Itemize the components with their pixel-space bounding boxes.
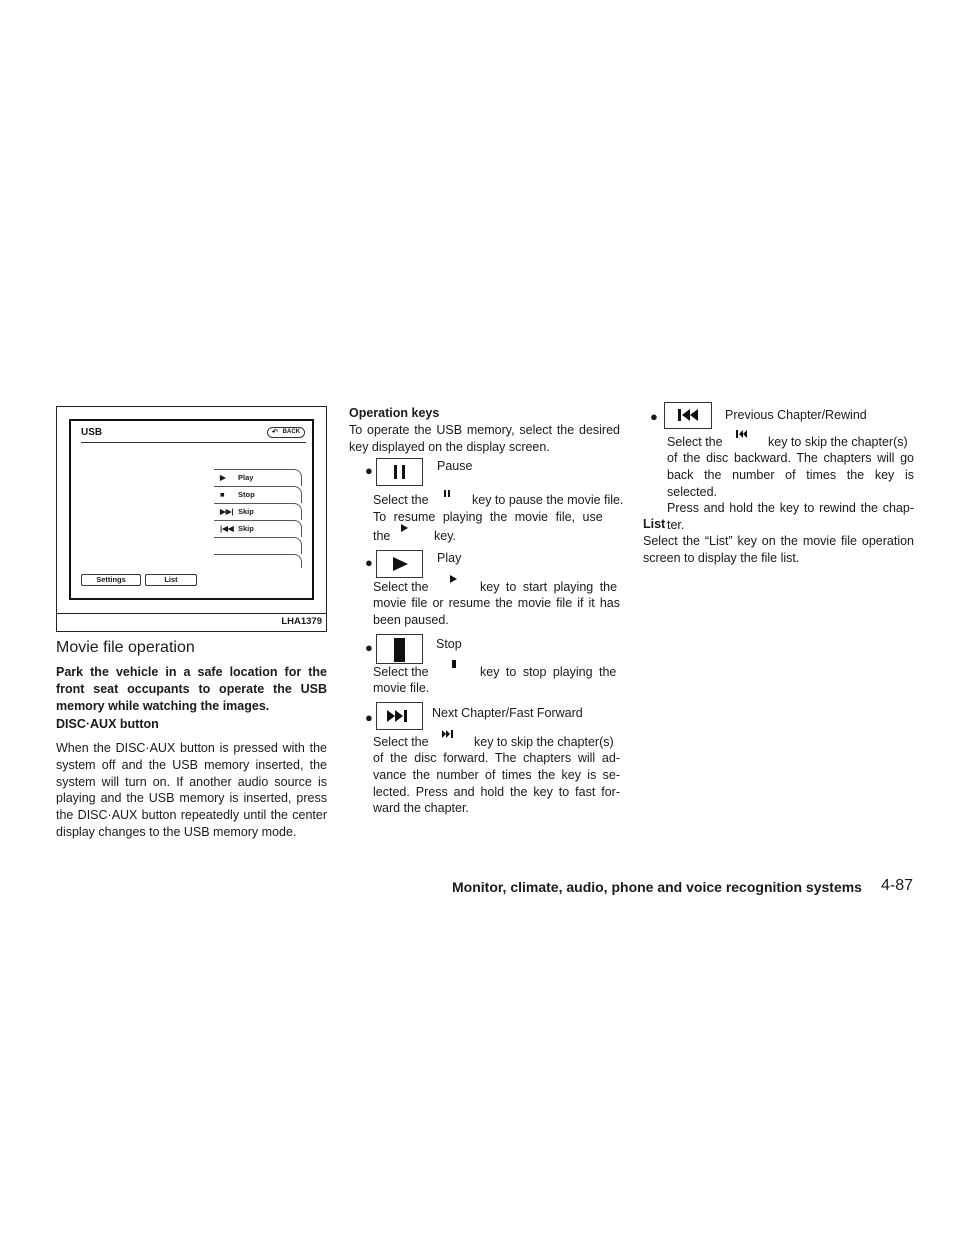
next-icon: ▶▶|: [220, 507, 234, 516]
bullet: ●: [365, 463, 373, 478]
menu-skip-prev-label: Skip: [238, 524, 254, 533]
prev-rest-line: back the number of times the key is selected.: [667, 467, 914, 499]
play-icon: [377, 551, 422, 577]
play-select-the: Select the: [373, 580, 429, 594]
next-key-box: [376, 702, 423, 730]
play-rest: movie file or resume the movie file if it has been paused.: [373, 596, 620, 627]
previous-icon: [665, 403, 711, 428]
next-rest-line: vance the number of times the key is se-: [373, 767, 620, 782]
figure-code: LHA1379: [281, 616, 322, 627]
prev-rest: [667, 450, 914, 534]
menu-empty-2: [214, 554, 302, 568]
next-desc: key to skip the chapter(s): [474, 735, 614, 749]
stop-key-box: [376, 634, 423, 664]
back-button[interactable]: [267, 427, 305, 438]
disc-aux-text: When the DISC·AUX button is pressed with the system off and the USB memory inserted, the system will turn on. If another audio source is playing and the USB memory is inserted, press the DISC·AUX button repeatedly until the center display changes to the USB memory mode.: [56, 741, 327, 839]
play-icon: ▶: [220, 473, 226, 482]
previous-small-icon: [735, 429, 749, 439]
menu-skip-prev[interactable]: [214, 520, 302, 537]
prev-key-box: [664, 402, 712, 429]
pause-small-icon: [442, 489, 452, 499]
menu-play-label: Play: [238, 473, 254, 482]
play-small-icon: [399, 523, 409, 533]
section-title: Movie file operation: [56, 639, 195, 656]
page-number: 4-87: [881, 877, 914, 894]
title-divider: [81, 442, 306, 443]
next-label: Next Chapter/Fast Forward: [432, 706, 583, 720]
menu-stop[interactable]: [214, 486, 302, 503]
prev-rest-line: ter.: [667, 518, 685, 533]
menu-stop-label: Stop: [238, 490, 255, 499]
stop-icon: [377, 635, 422, 663]
figure-code-bar: [57, 613, 326, 631]
safety-warning: Park the vehicle in a safe location for the front seat occupants to operate the USB memory while watching the images.: [56, 665, 327, 713]
back-arrow-icon: ↶: [272, 429, 278, 436]
stop-desc: key to stop playing the: [480, 665, 617, 679]
pause-key-box: [376, 458, 423, 486]
prev-select-the: Select the: [667, 435, 723, 449]
stop-small-icon: [449, 659, 459, 671]
prev-rest-line: Press and hold the key to rewind the chap-: [667, 501, 914, 516]
list-heading: List: [643, 517, 666, 531]
usb-display-screen: [69, 419, 314, 600]
next-icon: [377, 703, 422, 729]
bullet: ●: [365, 640, 373, 655]
bullet: ●: [365, 710, 373, 725]
stop-select-the: Select the: [373, 665, 429, 679]
usb-screen-figure: [56, 406, 327, 632]
next-select-the: Select the: [373, 735, 429, 749]
operation-keys-intro: To operate the USB memory, select the desired key displayed on the display screen.: [349, 423, 620, 454]
pause-label: Pause: [437, 459, 473, 473]
list-button[interactable]: List: [145, 574, 197, 586]
prev-label: Previous Chapter/Rewind: [725, 408, 867, 422]
next-small-icon: [441, 729, 455, 739]
pause-desc: key to pause the movie file.: [472, 493, 624, 507]
menu-skip-next-label: Skip: [238, 507, 254, 516]
menu-empty-1: [214, 537, 302, 554]
pause-the: the: [373, 529, 391, 543]
play-label: Play: [437, 551, 462, 565]
menu-play[interactable]: [214, 469, 302, 486]
bullet: ●: [365, 555, 373, 570]
stop-rest: movie file.: [373, 681, 430, 695]
disc-aux-heading: DISC·AUX button: [56, 717, 159, 731]
prev-desc: key to skip the chapter(s): [768, 435, 908, 449]
pause-icon: [377, 459, 422, 485]
next-rest-line: of the disc forward. The chapters will ad-: [373, 751, 620, 765]
operation-keys-heading: Operation keys: [349, 406, 440, 420]
pause-key-word: key.: [434, 529, 456, 543]
pause-select-the: Select the: [373, 493, 429, 507]
settings-button[interactable]: Settings: [81, 574, 141, 586]
pause-resume-line: To resume playing the movie file, use: [373, 510, 603, 524]
screen-title: USB: [81, 427, 103, 438]
back-button-label: BACK: [282, 429, 300, 435]
next-rest-line: ward the chapter.: [373, 801, 469, 816]
play-desc: key to start playing the: [480, 580, 618, 594]
prev-rest-line: of the disc backward. The chapters will go: [667, 451, 914, 465]
stop-label: Stop: [436, 637, 462, 651]
footer-section-name: Monitor, climate, audio, phone and voice recognition systems: [452, 879, 862, 895]
list-text: Select the “List” key on the movie file operation screen to display the file list.: [643, 534, 914, 565]
menu-skip-next[interactable]: [214, 503, 302, 520]
stop-icon: ■: [220, 490, 225, 499]
play-key-box: [376, 550, 423, 578]
next-rest-line: lected. Press and hold the key to fast for-: [373, 784, 620, 799]
previous-icon: |◀◀: [220, 524, 234, 533]
bullet: ●: [650, 409, 658, 424]
play-small-icon: [448, 574, 458, 584]
next-rest: [373, 750, 620, 817]
